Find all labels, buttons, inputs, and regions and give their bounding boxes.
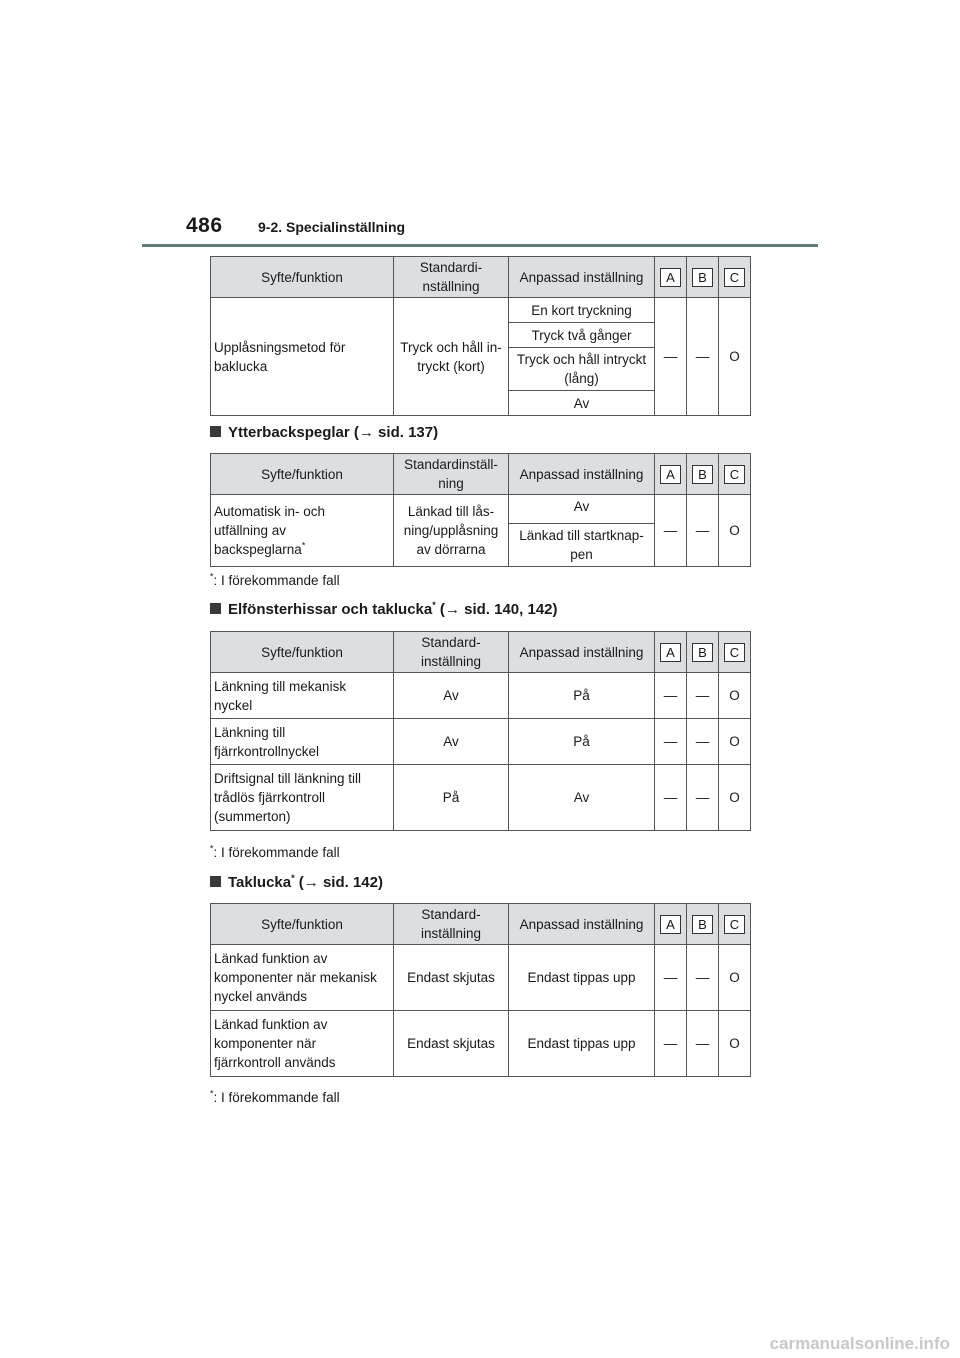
col-b — [687, 904, 719, 945]
arrow-icon: → — [444, 601, 460, 618]
col-b — [687, 632, 719, 673]
b-cell: — — [687, 719, 719, 765]
box-c: C — [724, 915, 745, 934]
bullet-square — [210, 603, 221, 614]
function-cell: Länkad funktion av komponenter när fjärrkontroll används — [211, 1011, 394, 1077]
default-cell: Av — [394, 673, 509, 719]
b-cell: — — [687, 945, 719, 1011]
footnote: *: I förekommande fall — [210, 843, 340, 860]
footnote: *: I förekommande fall — [210, 571, 340, 588]
c-cell: O — [719, 495, 751, 567]
option-cell: Länkad till startknap- pen — [509, 524, 655, 567]
option-cell: På — [509, 673, 655, 719]
col-custom: Anpassad inställning — [509, 257, 655, 298]
c-cell: O — [719, 765, 751, 831]
arrow-icon: → — [303, 874, 319, 891]
box-b: B — [692, 465, 713, 484]
table-header-row — [211, 904, 751, 945]
col-custom: Anpassad inställning — [509, 454, 655, 495]
col-c — [719, 904, 751, 945]
col-custom: Anpassad inställning — [509, 632, 655, 673]
col-purpose: Syfte/funktion — [211, 904, 394, 945]
option-cell: Tryck och håll intryckt (lång) — [509, 348, 655, 391]
col-a — [655, 257, 687, 298]
default-cell: Länkad till lås- ning/upplåsning av dörrarna — [394, 495, 509, 567]
box-a: A — [660, 465, 681, 484]
b-cell: — — [687, 298, 719, 416]
col-purpose: Syfte/funktion — [211, 632, 394, 673]
function-cell: Upplåsningsmetod för baklucka — [211, 298, 394, 416]
table-row — [211, 495, 751, 524]
bullet-square — [210, 426, 221, 437]
table-exterior-mirrors — [210, 453, 751, 567]
a-cell: — — [655, 673, 687, 719]
table-power-windows — [210, 631, 751, 831]
box-b: B — [692, 268, 713, 287]
a-cell: — — [655, 298, 687, 416]
col-a — [655, 454, 687, 495]
b-cell: — — [687, 495, 719, 567]
col-a — [655, 904, 687, 945]
table-row — [211, 673, 751, 719]
c-cell: O — [719, 673, 751, 719]
col-a — [655, 632, 687, 673]
table-header-row — [211, 632, 751, 673]
heading-sunroof: Taklucka* (→ sid. 142) — [210, 874, 383, 891]
option-cell: På — [509, 719, 655, 765]
a-cell: — — [655, 945, 687, 1011]
table-row — [211, 1011, 751, 1077]
table-tailgate-unlock — [210, 256, 751, 416]
b-cell: — — [687, 1011, 719, 1077]
a-cell: — — [655, 1011, 687, 1077]
table-header-row — [211, 257, 751, 298]
function-cell: Automatisk in- och utfällning av backspeglarna* — [211, 495, 394, 567]
heading-power-windows: Elfönsterhissar och taklucka* (→ sid. 140, 142) — [210, 601, 558, 618]
col-c — [719, 257, 751, 298]
header-rule — [142, 244, 818, 247]
option-cell: Endast tippas upp — [509, 1011, 655, 1077]
function-cell: Länkning till fjärrkontrollnyckel — [211, 719, 394, 765]
footnote: *: I förekommande fall — [210, 1088, 340, 1105]
col-c — [719, 632, 751, 673]
box-b: B — [692, 643, 713, 662]
arrow-icon: → — [358, 424, 374, 441]
default-cell: På — [394, 765, 509, 831]
box-c: C — [724, 465, 745, 484]
option-cell: Tryck två gånger — [509, 323, 655, 348]
box-a: A — [660, 268, 681, 287]
col-custom: Anpassad inställning — [509, 904, 655, 945]
col-default: Standard- inställning — [394, 904, 509, 945]
c-cell: O — [719, 719, 751, 765]
default-cell: Endast skjutas — [394, 1011, 509, 1077]
box-c: C — [724, 268, 745, 287]
table-header-row — [211, 454, 751, 495]
section-title: 9-2. Specialinställning — [258, 219, 406, 235]
default-cell: Endast skjutas — [394, 945, 509, 1011]
page-number: 486 — [186, 214, 223, 237]
col-default: Standard- inställning — [394, 632, 509, 673]
default-cell: Tryck och håll in- tryckt (kort) — [394, 298, 509, 416]
box-c: C — [724, 643, 745, 662]
col-purpose: Syfte/funktion — [211, 257, 394, 298]
c-cell: O — [719, 945, 751, 1011]
col-b — [687, 454, 719, 495]
a-cell: — — [655, 495, 687, 567]
b-cell: — — [687, 765, 719, 831]
b-cell: — — [687, 673, 719, 719]
function-cell: Driftsignal till länkning till trådlös fjärrkontroll (summerton) — [211, 765, 394, 831]
a-cell: — — [655, 765, 687, 831]
col-b — [687, 257, 719, 298]
col-default: Standardi- nställning — [394, 257, 509, 298]
box-a: A — [660, 915, 681, 934]
c-cell: O — [719, 1011, 751, 1077]
table-row — [211, 719, 751, 765]
a-cell: — — [655, 719, 687, 765]
option-cell: Endast tippas upp — [509, 945, 655, 1011]
option-cell: En kort tryckning — [509, 298, 655, 323]
box-a: A — [660, 643, 681, 662]
box-b: B — [692, 915, 713, 934]
function-cell: Länkning till mekanisk nyckel — [211, 673, 394, 719]
table-row — [211, 945, 751, 1011]
table-row — [211, 765, 751, 831]
col-default: Standardinställ- ning — [394, 454, 509, 495]
option-cell: Av — [509, 495, 655, 524]
option-cell: Av — [509, 765, 655, 831]
heading-exterior-mirrors: Ytterbackspeglar (→ sid. 137) — [210, 424, 438, 441]
watermark: carmanualsonline.info — [769, 1334, 950, 1353]
c-cell: O — [719, 298, 751, 416]
function-cell: Länkad funktion av komponenter när mekanisk nyckel används — [211, 945, 394, 1011]
bullet-square — [210, 876, 221, 887]
col-purpose: Syfte/funktion — [211, 454, 394, 495]
table-sunroof — [210, 903, 751, 1077]
option-cell: Av — [509, 391, 655, 416]
default-cell: Av — [394, 719, 509, 765]
table-row — [211, 298, 751, 323]
col-c — [719, 454, 751, 495]
